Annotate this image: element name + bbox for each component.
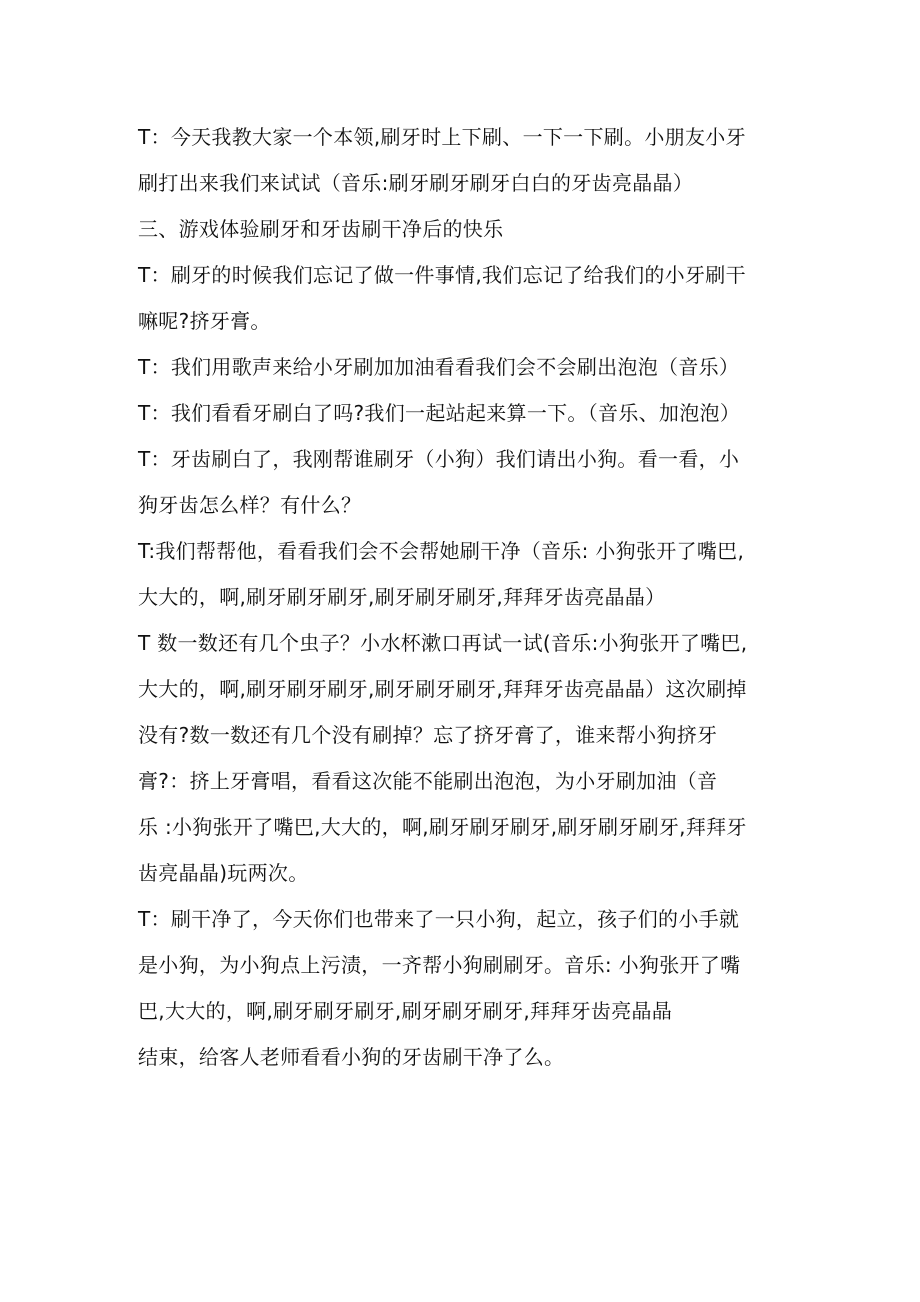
text-line: T 数一数还有几个虫子？小水杯漱口再试一试(音乐:小狗张开了嘴巴, [138,631,748,655]
document-body [138,120,788,1086]
text-line: T:我们帮帮他，看看我们会不会帮她刷干净（音乐: 小狗张开了嘴巴, [138,539,745,563]
text-line: T：我们用歌声来给小牙刷加加油看看我们会不会刷出泡泡（音乐） [138,355,740,379]
text-line: 嘛呢?挤牙膏。 [138,309,271,333]
text-line: T：牙齿刷白了，我刚帮谁刷牙（小狗）我们请出小狗。看一看，小 [138,447,740,471]
text-line: 大大的，啊,刷牙刷牙刷牙,刷牙刷牙刷牙,拜拜牙齿亮晶晶）这次刷掉 [138,677,747,701]
text-line: 膏?：挤上牙膏唱，看看这次能不能刷出泡泡，为小牙刷加油（音 [138,769,718,793]
text-line: 齿亮晶晶)玩两次。 [138,861,309,885]
text-line: 刷打出来我们来试试（音乐:刷牙刷牙刷牙白白的牙齿亮晶晶） [138,171,694,195]
text-line: T：我们看看牙刷白了吗?我们一起站起来算一下。（音乐、加泡泡） [138,401,741,425]
text-line: 没有?数一数还有几个没有刷掉？忘了挤牙膏了，谁来帮小狗挤牙 [138,723,718,747]
text-line: T：刷牙的时候我们忘记了做一件事情,我们忘记了给我们的小牙刷干 [138,263,746,287]
text-line: 大大的，啊,刷牙刷牙刷牙,刷牙刷牙刷牙,拜拜牙齿亮晶晶） [138,585,666,609]
section-heading: 三、游戏体验刷牙和牙齿刷干净后的快乐 [138,217,504,241]
text-line: T：刷干净了，今天你们也带来了一只小狗，起立，孩子们的小手就 [138,907,740,931]
text-line: T：今天我教大家一个本领,刷牙时上下刷、一下一下刷。小朋友小牙 [138,125,746,149]
text-line: 乐 :小狗张开了嘴巴,大大的，啊,刷牙刷牙刷牙,刷牙刷牙刷牙,拜拜牙 [138,815,747,839]
text-line: 结束，给客人老师看看小狗的牙齿刷干净了么。 [138,1045,565,1069]
text-line: 巴,大大的，啊,刷牙刷牙刷牙,刷牙刷牙刷牙,拜拜牙齿亮晶晶 [138,999,673,1023]
text-line: 狗牙齿怎么样？有什么？ [138,493,362,517]
text-line: 是小狗，为小狗点上污渍，一齐帮小狗刷刷牙。音乐: 小狗张开了嘴 [138,953,741,977]
